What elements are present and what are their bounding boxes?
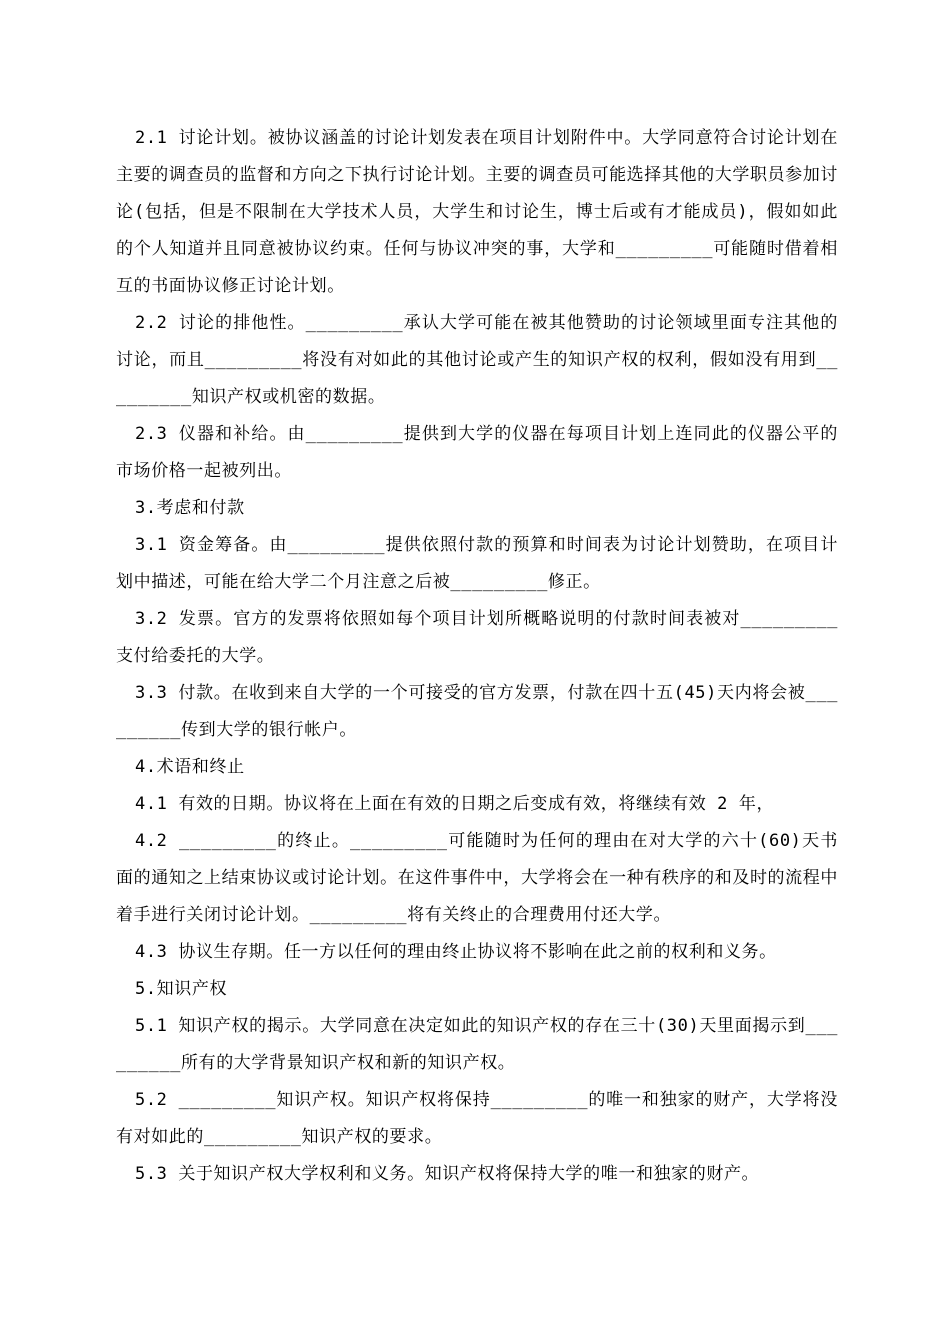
paragraph-3-1: 3.1 资金筹备。由_________提供依照付款的预算和时间表为讨论计划赞助，在项目计划中描述，可能在给大学二个月注意之后被_________修正。	[116, 535, 838, 592]
paragraph-4-2: 4.2 _________的终止。_________可能随时为任何的理由在对大学的六十(60)天书面的通知之上结束协议或讨论计划。在这件事件中，大学将会在一种有秩序的和及时的流程中着手进行关闭讨论计划。_________将有关终止的合理费用付还大学。	[116, 831, 838, 925]
section-heading-4: 4.术语和终止	[135, 757, 245, 777]
paragraph-3-3: 3.3 付款。在收到来自大学的一个可接受的官方发票，付款在四十五(45)天内将会被_________传到大学的银行帐户。	[116, 683, 838, 740]
paragraph-4-3: 4.3 协议生存期。任一方以任何的理由终止协议将不影响在此之前的权利和义务。	[135, 942, 777, 962]
section-heading-3: 3.考虑和付款	[135, 498, 245, 518]
paragraph-2-1: 2.1 讨论计划。被协议涵盖的讨论计划发表在项目计划附件中。大学同意符合讨论计划在主要的调查员的监督和方向之下执行讨论计划。主要的调查员可能选择其他的大学职员参加讨论(包括，但是不限制在大学技术人员，大学生和讨论生，博士后或有才能成员)，假如如此的个人知道并且同意被协议约束。任何与协议冲突的事，大学和_________可能随时借着相互的书面协议修正讨论计划。	[116, 128, 838, 296]
paragraph-4-1: 4.1 有效的日期。协议将在上面在有效的日期之后变成有效，将继续有效 2 年，	[135, 794, 775, 814]
paragraph-5-2: 5.2 _________知识产权。知识产权将保持_________的唯一和独家的财产，大学将没有对如此的_________知识产权的要求。	[116, 1090, 838, 1147]
paragraph-3-2: 3.2 发票。官方的发票将依照如每个项目计划所概略说明的付款时间表被对_________支付给委托的大学。	[116, 609, 838, 666]
paragraph-5-3: 5.3 关于知识产权大学权利和义务。知识产权将保持大学的唯一和独家的财产。	[135, 1164, 760, 1184]
paragraph-2-3: 2.3 仪器和补给。由_________提供到大学的仪器在每项目计划上连同此的仪器公平的市场价格一起被列出。	[116, 424, 838, 481]
paragraph-2-2: 2.2 讨论的排他性。_________承认大学可能在被其他赞助的讨论领域里面专注其他的讨论，而且_________将没有对如此的其他讨论或产生的知识产权的权利，假如没有用到_________知识产权或机密的数据。	[116, 313, 838, 407]
paragraph-5-1: 5.1 知识产权的揭示。大学同意在决定如此的知识产权的存在三十(30)天里面揭示到_________所有的大学背景知识产权和新的知识产权。	[116, 1016, 838, 1073]
document-body	[116, 120, 838, 1193]
section-heading-5: 5.知识产权	[135, 979, 228, 999]
